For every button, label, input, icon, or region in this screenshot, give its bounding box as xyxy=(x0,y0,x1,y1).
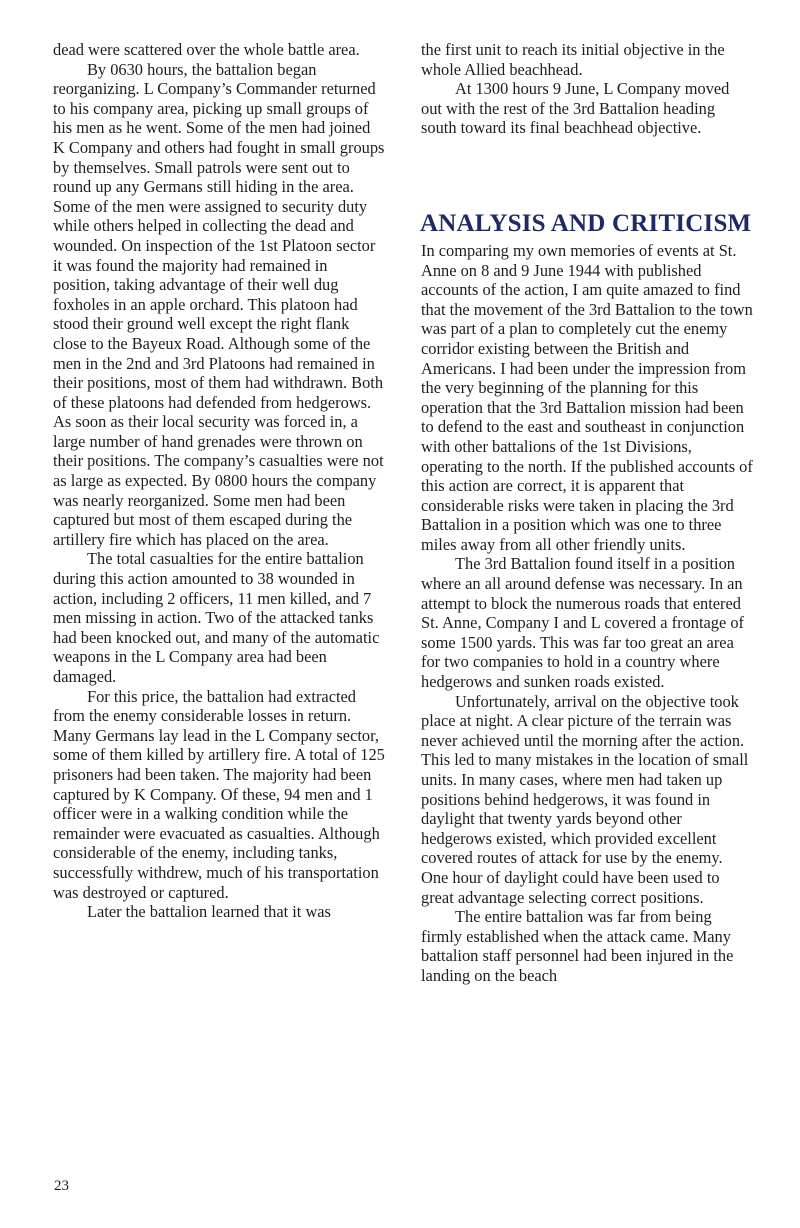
left-column xyxy=(53,40,385,922)
body-paragraph: In comparing my own memories of events at St. Anne on 8 and 9 June 1944 with published accounts of the action, I am quite amazed to find that the movement of the 3rd Battalion to the town was part of a plan to completely cut the enemy corridor existing between the British and Americans. I had been under the impression from the very beginning of the planning for this operation that the 3rd Battalion mission had been to defend to the east and southeast in conjunction with other battalions of the 1st Divisions, operating to the north. If the published accounts of this action are correct, it is apparent that considerable risks were taken in placing the 3rd Battalion in a position which was one to three miles away from all other friendly units. xyxy=(421,240,753,554)
body-paragraph: Later the battalion learned that it was xyxy=(87,902,331,922)
body-paragraph: the first unit to reach its initial objective in the whole Allied beachhead. xyxy=(421,40,725,79)
body-paragraph: The 3rd Battalion found itself in a position where an all around defense was necessary. In an attempt to block the numerous roads that entered St. Anne, Company I and L covered a frontage of some 1500 yards. This was far too great an area for two companies to hold in a country where hedgerows and sunken roads existed. xyxy=(421,554,745,692)
body-paragraph: The total casualties for the entire battalion during this action amounted to 38 wounded in action, including 2 officers, 11 men killed, and 7 men missing in action. Two of the attacked tanks had been knocked out, and many of the automatic weapons in the L Company area had been damaged. xyxy=(53,549,380,686)
body-paragraph: dead were scattered over the whole battle area. xyxy=(53,40,360,59)
section-heading: ANALYSIS AND CRITICISM xyxy=(420,209,752,237)
right-column xyxy=(421,40,753,986)
page-number: 23 xyxy=(54,1178,69,1194)
body-paragraph: The entire battalion was far from being firmly established when the attack came. Many battalion staff personnel had been injured in the landing on the beach xyxy=(421,907,734,985)
section-spacer xyxy=(421,138,753,210)
body-paragraph: At 1300 hours 9 June, L Company moved out with the rest of the 3rd Battalion heading south toward its final beachhead objective. xyxy=(421,79,730,138)
body-paragraph: By 0630 hours, the battalion began reorganizing. L Company’s Commander returned to his company area, picking up small groups of his men as he went. Some of the men had joined K Company and others had fought in small groups by themselves. Small patrols were sent out to round up any Germans still hiding in the area. Some of the men were assigned to security duty while others helped in collecting the dead and wounded. On inspection of the 1st Platoon sector it was found the majority had remained in position, taking advantage of their well dug foxholes in an apple orchard. This platoon had stood their ground well except the right flank close to the Bayeux Road. Although some of the men in the 2nd and 3rd Platoons had remained in their positions, most of them had withdrawn. Both of these platoons had defended from hedgerows. As soon as their local security was forced in, a large number of hand grenades were thrown on their positions. The company’s casualties were not as large as expected. By 0800 hours the company was nearly reorganized. Some men had been captured but most of them escaped during the artillery fire which has placed on the area. xyxy=(53,59,385,549)
body-paragraph: Unfortunately, arrival on the objective took place at night. A clear picture of the terrain was never achieved until the morning after the action. This led to many mistakes in the location of small units. In many cases, where men had taken up positions behind hedgerows, it was found in daylight that twenty yards beyond other hedgerows existed, which provided excellent covered routes of attack for use by the enemy. One hour of daylight could have been used to great advantage selecting correct positions. xyxy=(421,691,749,907)
body-paragraph: For this price, the battalion had extracted from the enemy considerable losses in return. Many Germans lay lead in the L Company sector, some of them killed by artillery fire. A total of 125 prisoners had been taken. The majority had been captured by K Company. Of these, 94 men and 1 officer were in a walking condition while the remainder were evacuated as casualties. Although considerable of the enemy, including tanks, successfully withdrew, much of his transportation was destroyed or captured. xyxy=(53,686,385,902)
